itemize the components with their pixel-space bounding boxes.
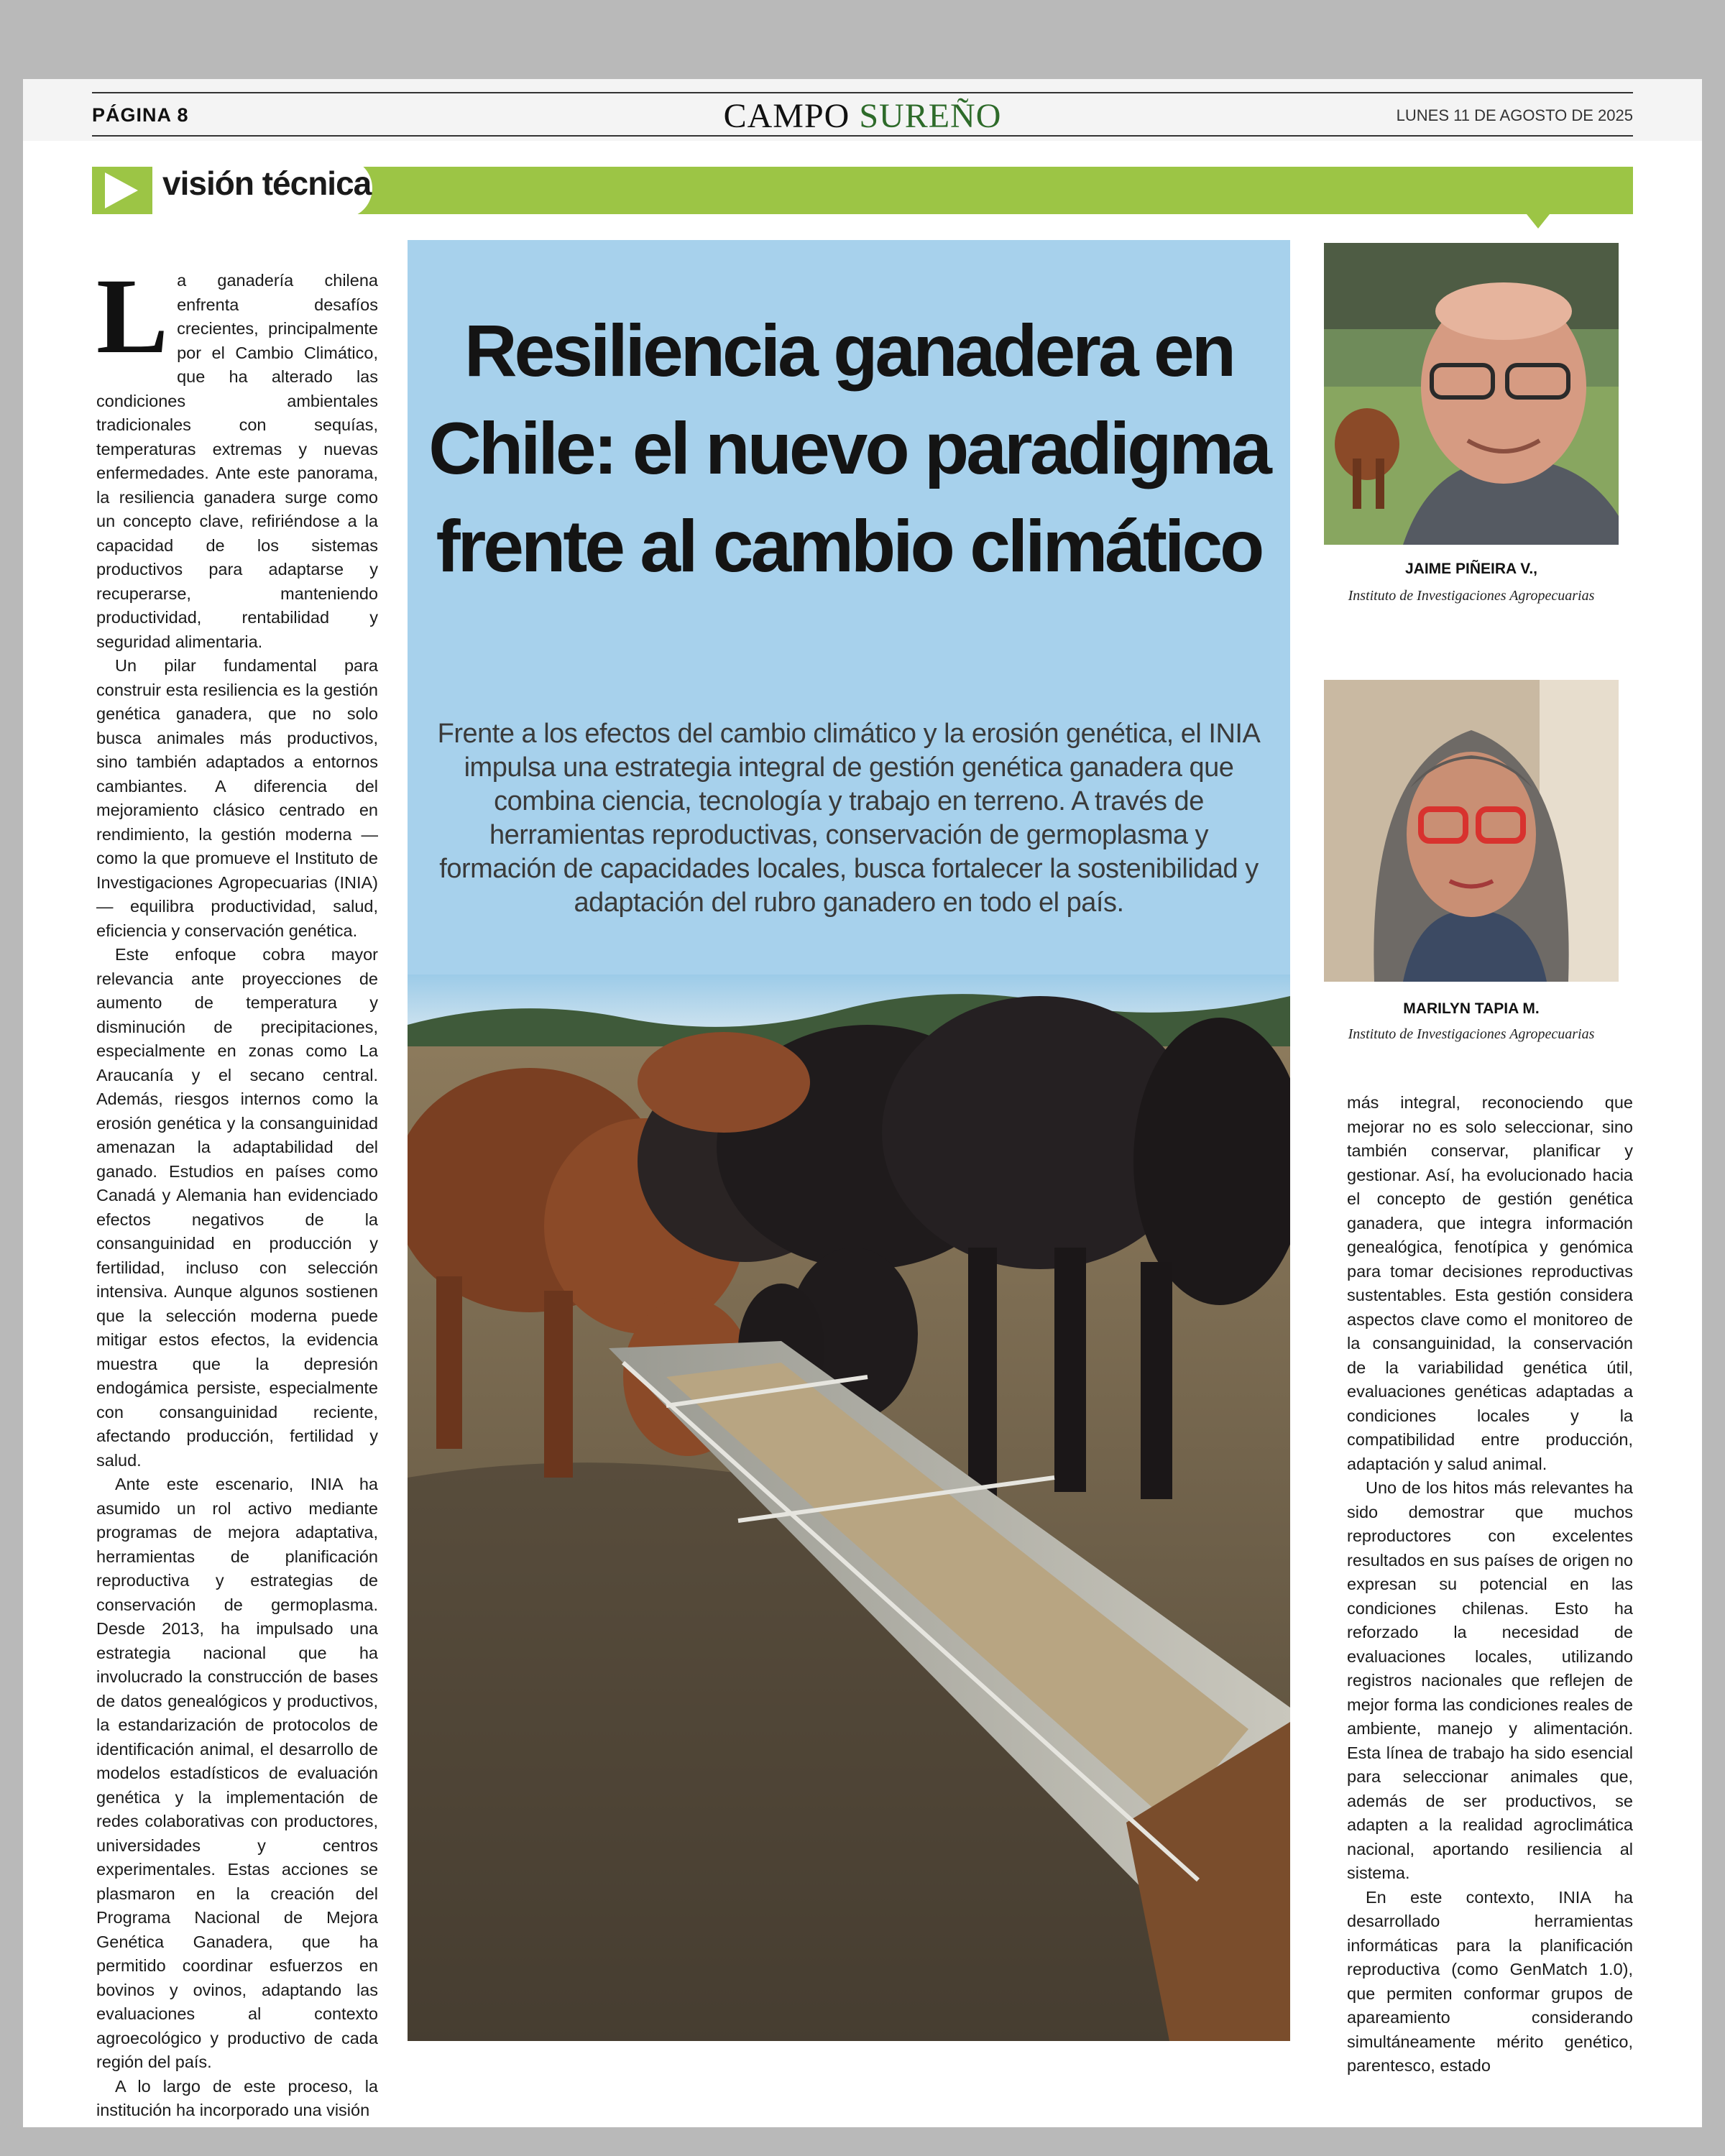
issue-date: LUNES 11 DE AGOSTO DE 2025 <box>1396 106 1633 124</box>
band-notch <box>1527 214 1550 229</box>
author-name: JAIME PIÑEIRA V., <box>1405 561 1537 577</box>
page-number: PÁGINA 8 <box>92 104 189 126</box>
article-paragraph: Este enfoque cobra mayor relevancia ante proyecciones de aumento de temperatura y disminución de precipitaciones, especialmente en zonas como La Araucanía y el secano central. Además, riesgos internos como la erosión genética y la consanguinidad amenazan la adaptabilidad del ganado. Estudios en países como Canadá y Alemania han evidenciado efectos negativos de la consanguinidad en producción y fertilidad, incluso con selección intensiva. Aunque algunos sostienen que la selección moderna puede mitigar estos efectos, la evidencia muestra que la depresión endogámica persiste, especialmente con consanguinidad reciente, afectando producción, fertilidad y salud. <box>96 945 378 1470</box>
author-institution: Instituto de Investigaciones Agropecuarias <box>1348 588 1595 604</box>
header-rule-top <box>92 92 1633 93</box>
article-paragraph: más integral, reconociendo que mejorar no es solo seleccionar, sino también conservar, planificar y gestionar. Así, ha evolucionado hacia el concepto de gestión genética ganadera, que integra información genealógica, fenotípica y genómica para tomar decisiones reproductivas sustentables. Esta gestión considera aspectos clave como el monitoreo de la consanguinidad, la conservación de la variabilidad genética útil, evaluaciones genéticas adaptadas a condiciones locales y la compatibilidad entre producción, adaptación y salud animal. <box>1347 1093 1633 1473</box>
author-institution: Instituto de Investigaciones Agropecuarias <box>1348 1026 1595 1042</box>
article-column-left <box>96 257 378 2123</box>
masthead-part2: SUREÑO <box>859 97 1002 135</box>
play-triangle-icon <box>105 172 138 208</box>
headline: Resiliencia ganadera en Chile: el nuevo paradigma frente al cambio climático <box>428 310 1269 587</box>
article-paragraph: A lo largo de este proceso, la institución ha incorporado una visión <box>96 2076 378 2119</box>
drop-cap: L <box>96 257 169 376</box>
section-label: visión técnica <box>162 165 372 202</box>
article-paragraph: Uno de los hitos más relevantes ha sido demostrar que muchos reproductores con excelentes resultados en sus países de origen no expresan su potencial en las condiciones chilenas. Esto ha reforzado la necesidad de evaluaciones locales, utilizando registros nacionales que reflejen de mejor forma las condiciones reales de ambiente, manejo y alimentación. Esta línea de trabajo ha sido esencial para seleccionar animales que, además de ser productivos, se adapten a la realidad agroclimática nacional, aportando resiliencia al sistema. <box>1347 1478 1633 1882</box>
header-rule-bottom <box>92 135 1633 137</box>
paragraph-text: a ganadería chilena enfrenta desafíos crecientes, principalmente por el Cambio Climático, que ha alterado las condiciones ambientales tradicionales con sequías, temperaturas extremas y nuevas enfermedades. Ante este panorama, la resiliencia ganadera surge como un concepto clave, refiriéndose a la capacidad de los sistemas productivos para adaptarse y recuperarse, manteniendo productividad, rentabilidad y seguridad alimentaria. <box>96 271 378 651</box>
article-paragraph: Un pilar fundamental para construir esta resiliencia es la gestión genética ganadera, que no solo busca animales más productivos, sino también adaptados a entornos cambiantes. A diferencia del mejoramiento clásico centrado en rendimiento, la gestión moderna —como la que promueve el Instituto de Investigaciones Agropecuarias (INIA)— equilibra productividad, salud, eficiencia y conservación genética. <box>96 656 378 940</box>
author-photo-jaime <box>1324 243 1619 545</box>
masthead-part1: CAMPO <box>723 97 850 135</box>
cattle-photo <box>408 975 1290 2041</box>
article-paragraph: En este contexto, INIA ha desarrollado herramientas informáticas para la planificación reproductiva (como GenMatch 1.0), que permiten conformar grupos de apareamiento considerando simultáneamente mérito genético, parentesco, estado <box>1347 1887 1633 2075</box>
article-paragraph <box>96 257 378 654</box>
lede: Frente a los efectos del cambio climático y la erosión genética, el INIA impulsa una estrategia integral de gestión genética ganadera que combina ciencia, tecnología y trabajo en terreno. A través de herramientas reproductivas, conservación de germoplasma y formación de capacidades locales, busca fortalecer la sostenibilidad y adaptación del rubro ganadero en todo el país. <box>437 719 1261 918</box>
author-name: MARILYN TAPIA M. <box>1403 1000 1540 1017</box>
article-paragraph: Ante este escenario, INIA ha asumido un rol activo mediante programas de mejora adaptativa, herramientas de planificación reproductiva y estrategias de conservación de germoplasma. Desde 2013, ha impulsado una estrategia nacional que ha involucrado la construcción de bases de datos genealógicos y productivos, la estandarización de protocolos de identificación animal, el desarrollo de modelos estadísticos de evaluación genética y la implementación de redes colaborativas con productores, universidades y centros experimentales. Estas acciones se plasmaron en la creación del Programa Nacional de Mejora Genética Ganadera, que ha permitido coordinar esfuerzos en bovinos y ovinos, adaptando las evaluaciones al contexto agroecológico y productivo de cada región del país. <box>96 1475 378 2071</box>
author-photo-marilyn <box>1324 680 1619 982</box>
article-column-right <box>1347 1091 1633 2078</box>
